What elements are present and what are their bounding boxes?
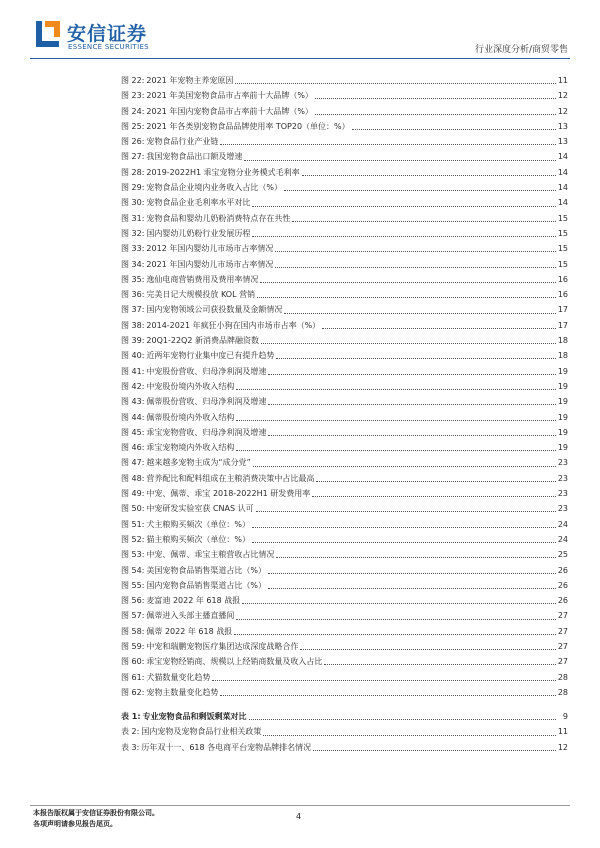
toc-entry[interactable] xyxy=(121,149,568,164)
toc-entry-page: 11 xyxy=(557,727,568,737)
toc-entry-title: 麦富迪 2022 年 618 战报 xyxy=(146,596,241,606)
toc-entry-title: 佩蒂股份营收、归母净利润及增速 xyxy=(146,397,267,407)
toc-entry-label: 图 31: xyxy=(121,213,145,223)
toc-entry-title: 营养配比和配料组成在主粮消费决策中占比最高 xyxy=(146,473,315,483)
toc-entry[interactable] xyxy=(121,287,568,302)
toc-entry-title: 宠物食品企业境内业务收入占比（%） xyxy=(146,183,283,193)
dot-leader xyxy=(315,114,556,115)
toc-entry-title: 国内宠物领域公司获投数量及金额情况 xyxy=(146,305,283,315)
dot-leader xyxy=(235,83,555,84)
toc-entry[interactable] xyxy=(121,410,568,425)
toc-entry-label: 图 26: xyxy=(121,137,145,147)
toc-entry[interactable] xyxy=(121,563,568,578)
toc-entry-label: 图 59: xyxy=(121,641,145,651)
toc-entry-page: 14 xyxy=(557,152,568,162)
toc-entry-page: 23 xyxy=(557,504,568,514)
toc-entry[interactable] xyxy=(121,211,568,226)
dot-leader xyxy=(284,190,556,191)
toc-entry-title: 近两年宠物行业集中度已有提升趋势 xyxy=(146,351,275,361)
toc-entry-label: 图 39: xyxy=(121,336,145,346)
disclaimer xyxy=(33,808,159,830)
company-logo xyxy=(33,17,163,53)
toc-entry-title: 美国宠物食品销售渠道占比（%） xyxy=(146,565,267,575)
toc-entry-title: 2021 年各类别宠物食品品牌使用率 TOP20（单位：%） xyxy=(146,121,350,131)
toc-entry-title: 佩蒂股份境内外收入结构 xyxy=(146,412,235,422)
dot-leader xyxy=(257,297,556,298)
toc-entry-label: 图 48: xyxy=(121,473,145,483)
toc-entry[interactable] xyxy=(121,226,568,241)
toc-entry[interactable] xyxy=(121,348,568,363)
dot-leader xyxy=(302,175,556,176)
toc-entry[interactable] xyxy=(121,517,568,532)
toc-entry-label: 图 32: xyxy=(121,228,145,238)
toc-entry-title: 2021 年宠物主养宠原因 xyxy=(146,76,234,85)
dot-leader xyxy=(252,206,555,207)
dot-leader xyxy=(253,466,556,467)
toc-entry[interactable] xyxy=(121,455,568,470)
dot-leader xyxy=(220,144,555,145)
dot-leader xyxy=(276,557,555,558)
toc-entry-page: 23 xyxy=(557,489,568,499)
disclaimer-line: 各项声明请参见报告尾页。 xyxy=(33,820,117,828)
toc-entry-label: 表 2: xyxy=(121,727,140,737)
toc-entry-page: 28 xyxy=(557,672,568,682)
toc-entry-page: 27 xyxy=(557,611,568,621)
dot-leader xyxy=(275,267,555,268)
toc-entry[interactable] xyxy=(121,272,568,287)
section-gap xyxy=(121,700,568,709)
dot-leader xyxy=(268,573,556,574)
toc-entry-page: 28 xyxy=(557,687,568,697)
toc-entry-label: 图 25: xyxy=(121,121,145,131)
dot-leader xyxy=(275,251,555,252)
dot-leader xyxy=(324,664,555,665)
toc-entry-title: 佩蒂进入头部主播直播间 xyxy=(146,611,235,621)
toc-entry-label: 图 55: xyxy=(121,580,145,590)
toc-entry-label: 图 42: xyxy=(121,381,145,391)
toc-entry-page: 11 xyxy=(557,76,568,85)
toc-entry-title: 佩蒂 2022 年 618 战报 xyxy=(146,626,233,636)
toc-entry-page: 25 xyxy=(557,550,568,560)
toc-entry[interactable] xyxy=(121,440,568,455)
toc-entry-title: 乖宝宠物境内外收入结构 xyxy=(146,443,235,453)
toc-entry[interactable] xyxy=(121,670,568,685)
toc-entry-label: 图 47: xyxy=(121,458,145,468)
toc-entry-page: 15 xyxy=(557,213,568,223)
toc-entry[interactable] xyxy=(121,547,568,562)
dot-leader xyxy=(242,603,556,604)
toc-entry[interactable] xyxy=(121,654,568,669)
table-of-contents xyxy=(121,73,568,755)
toc-entry-title: 2021 年国内婴幼儿市场市占率情况 xyxy=(146,259,274,269)
toc-entry[interactable] xyxy=(121,180,568,195)
dot-leader xyxy=(236,389,555,390)
toc-entry[interactable] xyxy=(121,593,568,608)
toc-entry[interactable] xyxy=(121,379,568,394)
toc-entry-page: 18 xyxy=(557,336,568,346)
toc-entry-label: 图 33: xyxy=(121,244,145,254)
toc-entry-page: 27 xyxy=(557,657,568,667)
toc-entry-label: 图 30: xyxy=(121,198,145,208)
toc-entry[interactable] xyxy=(121,578,568,593)
toc-entry-label: 图 49: xyxy=(121,489,145,499)
toc-entry-page: 27 xyxy=(557,626,568,636)
toc-entry-title: 宠物食品企业毛利率水平对比 xyxy=(146,198,251,208)
dot-leader xyxy=(322,328,556,329)
toc-entry-label: 图 51: xyxy=(121,519,145,529)
toc-entry[interactable] xyxy=(121,364,568,379)
toc-entry-title: 2012 年国内婴幼儿市场市占率情况 xyxy=(146,244,274,254)
toc-entry-label: 图 58: xyxy=(121,626,145,636)
header-divider xyxy=(30,58,570,59)
toc-entry-title: 历年双十一、618 各电商平台宠物品牌排名情况 xyxy=(141,742,312,752)
toc-entry-label: 图 29: xyxy=(121,183,145,193)
toc-entry-label: 图 24: xyxy=(121,106,145,116)
dot-leader xyxy=(236,619,555,620)
toc-entry-title: 猫主粮购买频次（单位：%） xyxy=(146,534,251,544)
toc-entry[interactable] xyxy=(121,302,568,317)
toc-entry[interactable] xyxy=(121,501,568,516)
toc-entry-title: 乖宝宠物经销商、规模以上经销商数量及收入占比 xyxy=(146,657,323,667)
toc-entry-page: 12 xyxy=(557,91,568,101)
toc-entry-title: 2021 年美国宠物食品市占率前十大品牌（%） xyxy=(146,91,313,101)
toc-entry-label: 图 34: xyxy=(121,259,145,269)
toc-entry-page: 15 xyxy=(557,228,568,238)
dot-leader xyxy=(268,435,555,436)
toc-entry[interactable] xyxy=(121,241,568,256)
toc-entry-page: 14 xyxy=(557,183,568,193)
toc-entry-page: 16 xyxy=(557,274,568,284)
toc-entry[interactable] xyxy=(121,104,568,119)
toc-entry-page: 19 xyxy=(557,381,568,391)
dot-leader xyxy=(236,420,555,421)
dot-leader xyxy=(260,282,555,283)
toc-entry[interactable] xyxy=(121,471,568,486)
toc-entry-page: 9 xyxy=(562,712,568,722)
toc-entry-page: 19 xyxy=(557,427,568,437)
toc-entry-label: 图 46: xyxy=(121,443,145,453)
toc-entry-page: 18 xyxy=(557,351,568,361)
toc-entry-page: 19 xyxy=(557,443,568,453)
toc-entry-title: 完美日记大规模投放 KOL 营销 xyxy=(146,290,256,300)
toc-entry-page: 16 xyxy=(557,290,568,300)
toc-entry-title: 中宠和瑞鹏宠物医疗集团达成深度战略合作 xyxy=(146,641,299,651)
dot-leader xyxy=(263,735,555,736)
toc-entry-title: 中宠研发实验室获 CNAS 认可 xyxy=(146,504,254,514)
page-number: 4 xyxy=(296,812,302,821)
toc-entry[interactable] xyxy=(121,134,568,149)
footer-divider xyxy=(30,805,570,806)
toc-entry-page: 23 xyxy=(557,473,568,483)
toc-entry-label: 图 53: xyxy=(121,550,145,560)
toc-entry[interactable] xyxy=(121,394,568,409)
toc-entry-label: 图 62: xyxy=(121,687,145,697)
dot-leader xyxy=(256,511,556,512)
toc-entry-page: 13 xyxy=(557,137,568,147)
toc-entry-title: 国内宠物食品销售渠道占比（%） xyxy=(146,580,267,590)
dot-leader xyxy=(249,719,556,720)
toc-entry-title: 2021 年国内宠物食品市占率前十大品牌（%） xyxy=(146,106,313,116)
dot-leader xyxy=(236,450,555,451)
dot-leader xyxy=(292,221,555,222)
toc-entry-label: 图 56: xyxy=(121,596,145,606)
toc-entry-page: 17 xyxy=(557,320,568,330)
toc-entry-label: 图 36: xyxy=(121,290,145,300)
toc-entry-title: 中宠、佩蒂、乖宝主粮营收占比情况 xyxy=(146,550,275,560)
toc-entry[interactable] xyxy=(121,333,568,348)
dot-leader xyxy=(268,374,555,375)
toc-entry[interactable] xyxy=(121,195,568,210)
toc-entry-label: 图 45: xyxy=(121,427,145,437)
toc-entry-page: 14 xyxy=(557,167,568,177)
toc-entry-title: 宠物食品和婴幼儿奶粉消费特点存在共性 xyxy=(146,213,291,223)
dot-leader xyxy=(252,542,556,543)
toc-entry-page: 14 xyxy=(557,198,568,208)
toc-entry-page: 26 xyxy=(557,580,568,590)
toc-entry-page: 15 xyxy=(557,244,568,254)
dot-leader xyxy=(261,343,556,344)
toc-entry-label: 图 28: xyxy=(121,167,145,177)
toc-entry[interactable] xyxy=(121,709,568,724)
dot-leader xyxy=(313,750,556,751)
toc-entry-title: 2014-2021 年疯狂小狗在国内市场市占率（%） xyxy=(146,320,321,330)
toc-entry-label: 图 22: xyxy=(121,76,145,85)
toc-entry-title: 20Q1-22Q2 新消费品牌融资数 xyxy=(146,336,259,346)
toc-entry-label: 图 60: xyxy=(121,657,145,667)
disclaimer-line: 本报告版权属于安信证券股份有限公司。 xyxy=(33,809,159,817)
toc-entry-title: 犬猫数量变化趋势 xyxy=(146,672,211,682)
toc-entry-page: 24 xyxy=(557,534,568,544)
dot-leader xyxy=(244,160,555,161)
toc-entry-page: 26 xyxy=(557,565,568,575)
toc-entry-label: 图 50: xyxy=(121,504,145,514)
toc-entry-page: 15 xyxy=(557,259,568,269)
toc-entry[interactable] xyxy=(121,724,568,739)
toc-entry[interactable] xyxy=(121,532,568,547)
toc-entry[interactable] xyxy=(121,318,568,333)
toc-entry[interactable] xyxy=(121,425,568,440)
toc-entry[interactable] xyxy=(121,685,568,700)
toc-entry-page: 12 xyxy=(557,106,568,116)
toc-entry-page: 27 xyxy=(557,641,568,651)
toc-entry-label: 图 54: xyxy=(121,565,145,575)
toc-entry-title: 宠物主数量变化趋势 xyxy=(146,687,219,697)
toc-entry[interactable] xyxy=(121,119,568,134)
toc-entry-title: 中宠股份营收、归母净利润及增速 xyxy=(146,366,267,376)
toc-entry-label: 图 38: xyxy=(121,320,145,330)
dot-leader xyxy=(315,98,556,99)
toc-entry[interactable] xyxy=(121,257,568,272)
brand-name-cn: 安信证券 xyxy=(67,23,148,45)
toc-entry[interactable] xyxy=(121,740,568,755)
toc-entry[interactable] xyxy=(121,608,568,623)
dot-leader xyxy=(284,313,555,314)
toc-entry-title: 越来越多宠物主成为“成分党” xyxy=(146,458,251,468)
dot-leader xyxy=(312,496,556,497)
dot-leader xyxy=(268,588,556,589)
toc-entry-page: 19 xyxy=(557,397,568,407)
toc-entry[interactable] xyxy=(121,486,568,501)
toc-entry-title: 国内婴幼儿奶粉行业发展历程 xyxy=(146,228,251,238)
dot-leader xyxy=(252,236,555,237)
toc-entry-title: 我国宠物食品出口额及增速 xyxy=(146,152,243,162)
toc-entry-page: 12 xyxy=(557,742,568,752)
toc-entry-title: 中宠、佩蒂、乖宝 2018-2022H1 研发费用率 xyxy=(146,489,311,499)
toc-entry-label: 图 37: xyxy=(121,305,145,315)
toc-entry[interactable] xyxy=(121,624,568,639)
toc-entry-label: 图 43: xyxy=(121,397,145,407)
toc-entry-page: 26 xyxy=(557,596,568,606)
dot-leader xyxy=(316,481,555,482)
toc-entry-label: 图 40: xyxy=(121,351,145,361)
toc-entry-label: 图 27: xyxy=(121,152,145,162)
toc-entry-page: 19 xyxy=(557,366,568,376)
toc-entry-label: 图 35: xyxy=(121,274,145,284)
toc-entry-title: 犬主粮购买频次（单位：%） xyxy=(146,519,251,529)
toc-entry-page: 23 xyxy=(557,458,568,468)
toc-entry-label: 图 57: xyxy=(121,611,145,621)
toc-entry-label: 图 52: xyxy=(121,534,145,544)
toc-entry-label: 表 1: xyxy=(121,712,141,722)
toc-entry-title: 宠物食品行业产业链 xyxy=(146,137,219,147)
dot-leader xyxy=(234,634,556,635)
dot-leader xyxy=(220,695,555,696)
dot-leader xyxy=(268,404,555,405)
report-type: 行业深度分析/商贸零售 xyxy=(474,45,568,55)
toc-entry-title: 乖宝宠物营收、归母净利润及增速 xyxy=(146,427,267,437)
toc-entry-label: 图 23: xyxy=(121,91,145,101)
toc-entry-title: 专业宠物食品和剩饭剩菜对比 xyxy=(142,712,247,722)
toc-entry-label: 图 61: xyxy=(121,672,145,682)
toc-entry-title: 中宠股份境内外收入结构 xyxy=(146,381,235,391)
toc-entry-page: 13 xyxy=(557,121,568,131)
toc-entry-title: 国内宠物及宠物食品行业相关政策 xyxy=(141,727,262,737)
toc-entry[interactable] xyxy=(121,165,568,180)
toc-entry-label: 表 3: xyxy=(121,742,140,752)
logo-mark-icon xyxy=(33,17,63,51)
dot-leader xyxy=(276,358,555,359)
toc-entry-title: 逸仙电商营销费用及费用率情况 xyxy=(146,274,259,284)
dot-leader xyxy=(300,649,555,650)
toc-entry-page: 24 xyxy=(557,519,568,529)
toc-entry-page: 19 xyxy=(557,412,568,422)
brand-name-en: ESSENCE SECURITIES xyxy=(68,43,149,51)
dot-leader xyxy=(352,129,556,130)
toc-entry-label: 图 44: xyxy=(121,412,145,422)
toc-entry[interactable] xyxy=(121,88,568,103)
dot-leader xyxy=(212,680,555,681)
toc-entry-label: 图 41: xyxy=(121,366,145,376)
dot-leader xyxy=(252,527,556,528)
toc-entry-page: 17 xyxy=(557,305,568,315)
toc-entry[interactable] xyxy=(121,639,568,654)
toc-entry-title: 2019-2022H1 乖宝宠物分业务模式毛利率 xyxy=(146,167,300,177)
toc-entry[interactable] xyxy=(121,73,568,88)
